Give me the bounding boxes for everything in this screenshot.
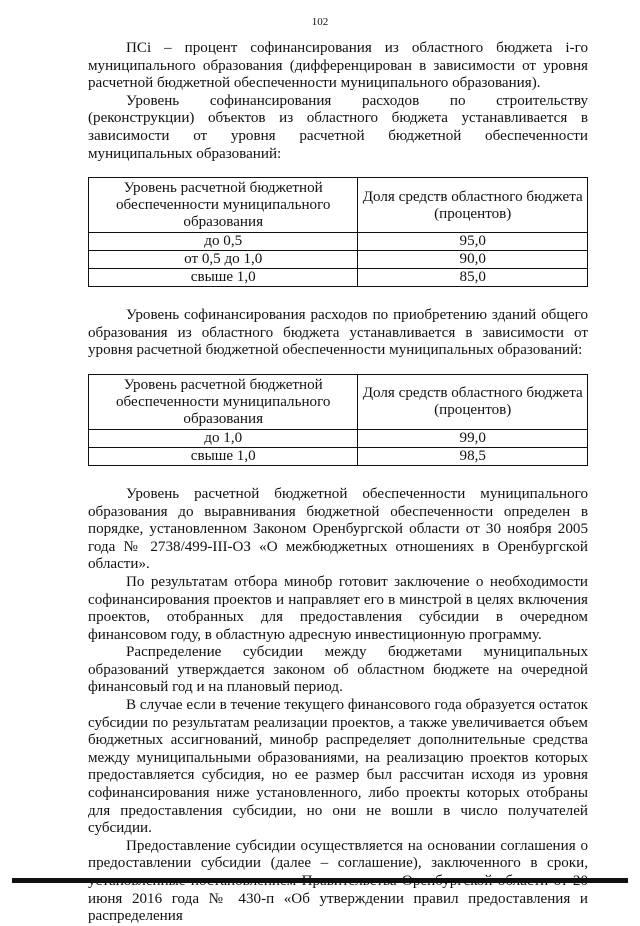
cell-share: 98,5 <box>358 447 588 465</box>
cell-share: 85,0 <box>358 269 588 287</box>
construction-cofinancing-table <box>88 177 588 287</box>
paragraph-subsidy-agreement: Предоставление субсидии осуществляется на основании соглашения о предоставлении субсидии (далее – соглашение), заключенного в сроки, июня 2016 года № 430-п «Об утверждении правил предоставления и распределения <box>88 837 588 925</box>
paragraph-psi-definition: ПСi – процент софинансирования из областного бюджета i-го муниципального образования (дифференцирован в зависимости от уровня расчетной бюджетной обеспеченности муниципального образования). <box>88 40 588 92</box>
column-header-share: Доля средств областного бюджета (процентов) <box>358 178 588 233</box>
column-header-level: Уровень расчетной бюджетной обеспеченности муниципального образования <box>89 374 358 429</box>
paragraph-school-buildings-cofinancing: Уровень софинансирования расходов по приобретению зданий общего образования из областного бюджета устанавливается в зависимости от уровня расчетной бюджетной обеспеченности муниципальных образований: <box>88 307 588 359</box>
cell-level: свыше 1,0 <box>89 269 358 287</box>
column-header-share: Доля средств областного бюджета (процентов) <box>358 374 588 429</box>
table-row <box>89 233 588 251</box>
cell-level: свыше 1,0 <box>89 447 358 465</box>
paragraph-construction-cofinancing: Уровень софинансирования расходов по строительству (реконструкции) объектов из областного бюджета устанавливается в зависимости от уровня расчетной бюджетной обеспеченности муниципальных образований: <box>88 92 588 162</box>
table-header-row <box>89 374 588 429</box>
page-number: 102 <box>311 16 329 28</box>
school-buildings-cofinancing-table <box>88 374 588 466</box>
cell-level: до 1,0 <box>89 429 358 447</box>
cell-share: 95,0 <box>358 233 588 251</box>
document-body <box>88 40 588 926</box>
paragraph-remaining-subsidy: В случае если в течение текущего финансового года образуется остаток субсидии по результатам реализации проектов, а также увеличивается объем бюджетных ассигнований, минобр распределяет дополнительные средства между муниципальными образованиями, на реализацию проектов которых предоставляется субсидия, но ее размер был рассчитан исходя из уровня софинансирования ниже установленного, либо проекты которых отобраны для предоставления субсидии, но они не вошли в число получателей субсидии. <box>88 697 588 837</box>
table-row <box>89 447 588 465</box>
cell-level: до 0,5 <box>89 233 358 251</box>
paragraph-subsidy-distribution: Распределение субсидии между бюджетами муниципальных образований утверждается законом об областном бюджете на очередной финансовый год и на плановый период. <box>88 644 588 696</box>
cell-share: 99,0 <box>358 429 588 447</box>
paragraph-selection-results: По результатам отбора минобр готовит заключение о необходимости софинансирования проектов и направляет его в минстрой в целях включения проектов, отобранных для предоставления субсидии в очередном финансовом году, в областную адресную инвестиционную программу. <box>88 573 588 643</box>
table-row <box>89 269 588 287</box>
table-header-row <box>89 178 588 233</box>
cell-level: от 0,5 до 1,0 <box>89 251 358 269</box>
page-bottom-rule <box>12 878 628 883</box>
table-row <box>89 429 588 447</box>
table-row <box>89 251 588 269</box>
cell-share: 90,0 <box>358 251 588 269</box>
column-header-level: Уровень расчетной бюджетной обеспеченности муниципального образования <box>89 178 358 233</box>
paragraph-fiscal-capacity-law: Уровень расчетной бюджетной обеспеченности муниципального образования до выравнивания бюджетной обеспеченности определен в порядке, установленном Законом Оренбургской области от 30 ноября 2005 года № 2738/499-III-ОЗ «О межбюджетных отношениях в Оренбургской области». <box>88 485 588 573</box>
